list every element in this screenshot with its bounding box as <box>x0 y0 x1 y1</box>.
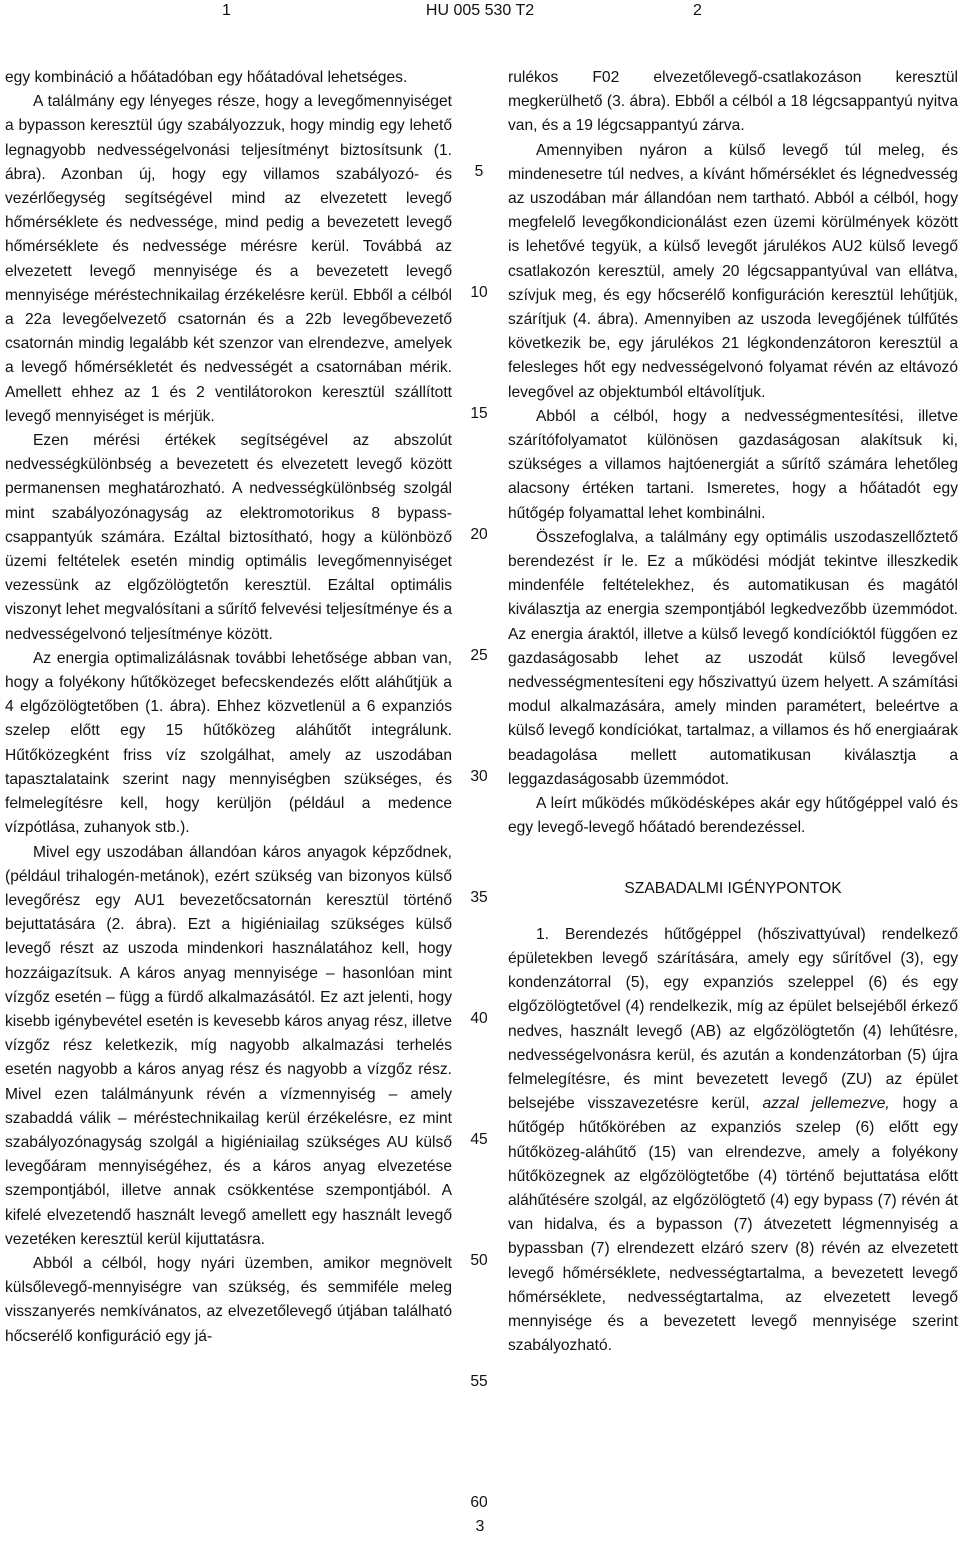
paragraph: Mivel egy uszodában állandóan káros anyagok képződnek, (például trihalogén-metánok), ezért szükség van bizonyos külső levegőrész egy AU1 bevezetőcsatornán keresztül történő bejuttatására (2. ábra). Ezt a higiéniailag szükséges külső levegő részt az uszoda mindenkori használatához kell, hogy hozzáigazítsuk. A káros anyag mennyisége – hasonlóan mint vízgőz esetén – függ a fürdő alkalmazásától. Ez azt jelenti, hogy kisebb igénybevétel esetén is kevesebb káros anyag rész, illetve vízgőz rész keletkezik, míg nagyobb alkalmazási terhelés esetén nagyobb a káros anyag rész és nagyobb a vízgőz rész. Mivel ezen találmányunk révén a vízmennyiség – amely szabaddá válik – méréstechnikailag kerül érzékelésre, ez mint szabályozónagyság szolgál a higiéniailag szükséges AU külső levegőáram mennyiségéhez, és a káros anyag elvezetése szempontjából, illetve annak csökkentése szempontjából. A kifelé elvezetendő használt levegő amellett egy használt levegő vezetéken keresztül kerül kijuttatásra. <box>5 843 452 1248</box>
line-number: 5 <box>474 163 484 180</box>
left-page-number: 1 <box>222 2 231 19</box>
paragraph: Az energia optimalizálásnak további lehetősége abban van, hogy a folyékony hűtőközeget befecskendezés előtt aláhűtjük a 4 elgőzölögtetőben (1. ábra). Ehhez közvetlenül a 6 expanziós szelep előtt egy 15 hűtőközeg aláhűtőt integrálunk. Hűtőközegként friss víz szolgálhat, amely az uszodában tapasztalataink szerint nagy mennyiségben szükséges, és felmelegítésre kell, hogy kerüljön (például a medence vízpótlása, zuhanyok stb.). <box>5 649 452 837</box>
claim-characterizing-phrase: azzal jellemezve, <box>762 1095 890 1113</box>
paragraph: A találmány egy lényeges része, hogy a levegőmennyiséget a bypasson keresztül úgy szabályozzuk, hogy mindig egy lehető legnagyobb nedvességelvonási teljesítményt biztosítsunk (1. ábra). Azonban új, hogy egy villamos szabályozó- és vezérlőegység segítségével mind az elvezetett levegő hőmérséklete és nedvessége, mind pedig a bevezetett levegő hőmérséklete és nedvessége mérésre kerül. Továbbá az elvezetett levegő mennyisége és a bevezetett levegő mennyisége méréstechnikailag érzékelésre kerül. Ebből a célból a 22a levegőelvezető csatornán és a 22b levegőbevezető csatornán mindig legalább két szenzor van elrendezve, amelyek a levegő hőmérsékletét és nedvességét a csatornában mérik. Amellett ehhez az 1 és 2 ventilátorokon keresztül szállított levegő mennyiséget is mérjük. <box>5 93 452 425</box>
paragraph: Amennyiben nyáron a külső levegő túl meleg, és mindenesetre túl nedves, a kívánt hőmérséklet és légnedvesség az uszodában már állandóan nem tartható. Abból a célból, hogy megfelelő levegőkondicionálást ezen üzemi körülmények között is lehetővé tegyük, a külső levegőt járulékos AU2 külső levegő csatlakozón keresztül, amely 20 légcsappantyúval van ellátva, szívjuk meg, és egy hőcserélő konfiguráción keresztül lehűtjük, szárítjuk (4. ábra). Amennyiben az uszoda levegőjének túlfűtés következik be, egy járulékos 21 légkondenzátoron keresztül a felesleges hőt egy nedvességelvonó folyamat révén az eltávozó levegővel az objektumból eltávolítjuk. <box>508 141 958 401</box>
claim-1 <box>508 923 958 1359</box>
line-number: 25 <box>470 647 488 664</box>
right-page-number: 2 <box>693 2 702 19</box>
right-column <box>508 66 958 1358</box>
line-number: 45 <box>470 1131 488 1148</box>
left-column <box>5 66 452 1349</box>
paragraph: Abból a célból, hogy nyári üzemben, amikor megnövelt külsőlevegő-mennyiségre van szükség, és semmiféle meleg visszanyerés nemkívánatos, az elvezetőlevegő útjában található hőcserélő konfiguráció egy já- <box>5 1254 452 1345</box>
paragraph: egy kombináció a hőátadóban egy hőátadóval lehetséges. <box>5 69 408 86</box>
paragraph: Ezen mérési értékek segítségével az abszolút nedvességkülönbség a bevezetett és elvezetett levegő között permanensen meghatározható. A nedvességkülönbség szolgál mint szabályozónagyság az elektromotorikus 8 bypass-csappantyúk számára. Ezáltal biztosítható, hogy a különböző üzemi feltételek esetén mindig optimális levegőmennyiséget vezessünk az elgőzölögtetőn keresztül. Ezáltal optimális viszonyt lehet megvalósítani a sűrítő felvevési teljesítménye és a nedvességelvonó teljesítménye között. <box>5 432 452 643</box>
page-header <box>0 2 960 28</box>
paragraph: A leírt működés működésképes akár egy hűtőgéppel való és egy levegő-levegő hőátadó berendezéssel. <box>508 795 958 837</box>
line-number: 15 <box>470 405 488 422</box>
line-number: 20 <box>470 526 488 543</box>
line-number: 40 <box>470 1010 488 1027</box>
claim-text: 1. Berendezés hűtőgéppel (hőszivattyúval) rendelkező épületekben levegő szárítására, amely egy sűrítővel (3), egy kondenzátorral (5), egy expanziós szeleppel (6) és egy elgőzölögtetővel (4) rendelkezik, míg az épület belsejéből érkező nedves, használt levegő (AB) az elgőzölögtetőn (4) lehűtésre, nedvességelvonásra kerül, és azután a kondenzátorban (5) újra felmelegítésre, és mint bevezetett levegő (ZU) az épület belsejébe visszavezetésre kerül, <box>508 925 958 1113</box>
line-number: 60 <box>470 1494 488 1511</box>
claim-text: hogy a hűtőgép hűtőkörében az expanziós szelep (6) előtt egy hűtőközeg-aláhűtő (15) van elrendezve, amely a folyékony hűtőközegnek az elgőzölögtetőbe (4) történő bejuttatása előtt aláhűtésére szolgál, az elgőzölögtető (4) egy bypass (7) révén át van hidalva, és a bypasson (7) átvezetett légmennyiség a bypassban (7) elrendezett elzáró szerv (8) révén az elvezetett levegő hőmérséklete, nedvességtartalma, a bevezetett levegő hőmérséklete, nedvességtartalma, az elvezetett levegő mennyisége és a bevezetett levegő mennyisége szerint szabályozható. <box>508 1095 958 1355</box>
line-number: 35 <box>470 889 488 906</box>
line-number: 55 <box>470 1373 488 1390</box>
claims-heading: SZABADALMI IGÉNYPONTOK <box>624 879 842 897</box>
document-id: HU 005 530 T2 <box>425 2 535 19</box>
paragraph: Abból a célból, hogy a nedvességmentesítési, illetve szárítófolyamatot különösen gazdaságosan alakítsuk ki, szükséges a villamos hajtóenergiát a sűrítő számára lehetőleg alacsony értéken tartani. Ismeretes, hogy a hőátadót egy hűtőgép folyamattal lehet kombinálni. <box>508 407 958 522</box>
line-number: 30 <box>470 768 488 785</box>
paragraph: Összefoglalva, a találmány egy optimális uszodaszellőztető berendezést ír le. Ez a működési módját tekintve illeszkedik mindenféle feltételekhez, és automatikusan és magától kiválasztja az energia szempontjából legkedvezőbb üzemmódot. Az energia áraktól, illetve a külső levegő kondícióktól függően ez gazdaságosabb lehet az uszodát külső levegővel nedvességmentesíteni egy hőszivattyú üzem helyett. A számítási modul alkalmazására, amely minden paramétert, beleértve a külső levegő kondíciókat, tartalmaz, a villamos és hő energiaárak beadagolása mellett automatikusan kiválasztja a leggazdaságosabb üzemmódot. <box>508 528 958 788</box>
page-footer-number: 3 <box>475 1518 485 1535</box>
paragraph: rulékos F02 elvezetőlevegő-csatlakozáson keresztül megkerülhető (3. ábra). Ebből a célból a 18 légcsappantyú nyitva van, és a 19 légcsappantyú zárva. <box>508 69 958 135</box>
line-number: 50 <box>470 1252 488 1269</box>
line-number: 10 <box>470 284 488 301</box>
